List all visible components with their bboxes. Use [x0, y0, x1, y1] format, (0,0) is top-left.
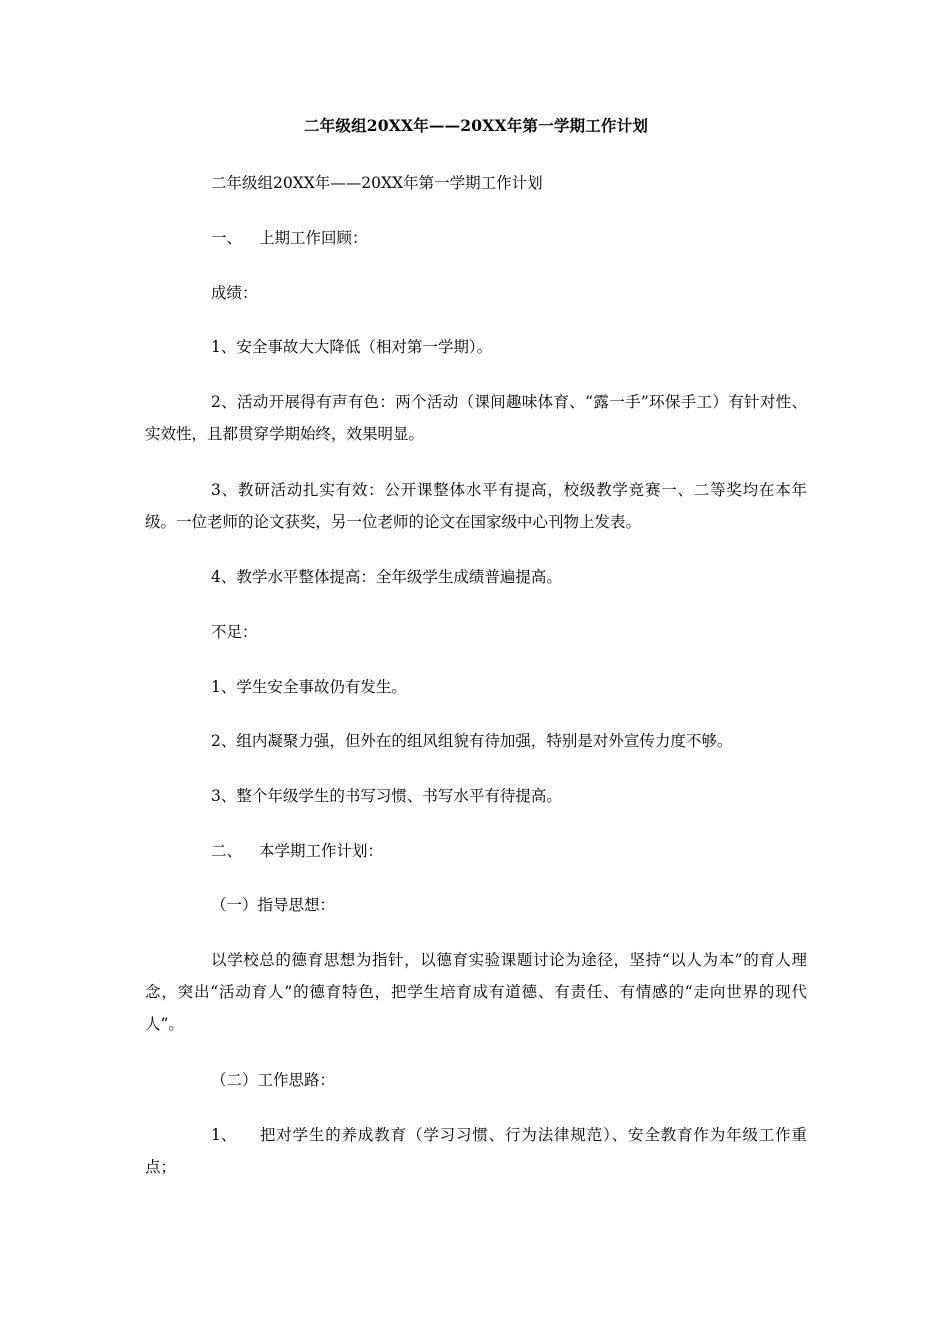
- document-title: 二年级组20XX年——20XX年第一学期工作计划: [303, 116, 649, 135]
- section-1-heading: [145, 222, 807, 254]
- achievement-item-1: 1、安全事故大大降低（相对第一学期）。: [211, 338, 493, 356]
- shortcoming-item-1: 1、学生安全事故仍有发生。: [211, 678, 407, 696]
- document-subtitle: 二年级组20XX年——20XX年第一学期工作计划: [211, 174, 543, 192]
- shortcoming-item-2: 2、组内凝聚力强，但外在的组风组貌有待加强，特别是对外宣传力度不够。: [211, 732, 733, 750]
- section-2-number: 二、: [211, 842, 243, 860]
- shortcomings-label: 不足：: [211, 623, 258, 641]
- approach-item-1-number: 1、: [211, 1126, 237, 1144]
- section-1-number: 一、: [211, 229, 243, 247]
- achievement-item-4: 4、教学水平整体提高：全年级学生成绩普遍提高。: [211, 568, 562, 586]
- achievement-item-2: 2、活动开展得有声有色：两个活动（课间趣味体育、“露一手”环保手工）有针对性、实效性，且都贯穿学期始终，效果明显。: [145, 393, 807, 443]
- achievement-item-3: 3、教研活动扎实有效：公开课整体水平有提高，校级教学竞赛一、二等奖均在本年级。一位老师的论文获奖，另一位老师的论文在国家级中心刊物上发表。: [145, 481, 807, 531]
- approach-item-1: [145, 1119, 807, 1183]
- guiding-text: 以学校总的德育思想为指针，以德育实验课题讨论为途径，坚持“以人为本”的育人理念，突出“活动育人”的德育特色，把学生培育成有道德、有责任、有情感的“走向世界的现代人”。: [145, 951, 807, 1033]
- achievements-label: 成绩：: [211, 284, 258, 302]
- section-2-heading: [145, 835, 807, 867]
- shortcoming-item-3: 3、整个年级学生的书写习惯、书写水平有待提高。: [211, 787, 562, 805]
- guiding-label: （一）指导思想：: [211, 896, 336, 914]
- section-1-title: 上期工作回顾：: [259, 229, 368, 247]
- approach-item-1-text: 把对学生的养成教育（学习习惯、行为法律规范）、安全教育作为年级工作重点；: [145, 1126, 807, 1176]
- approach-label: （二）工作思路：: [211, 1071, 336, 1089]
- section-2-title: 本学期工作计划：: [259, 842, 384, 860]
